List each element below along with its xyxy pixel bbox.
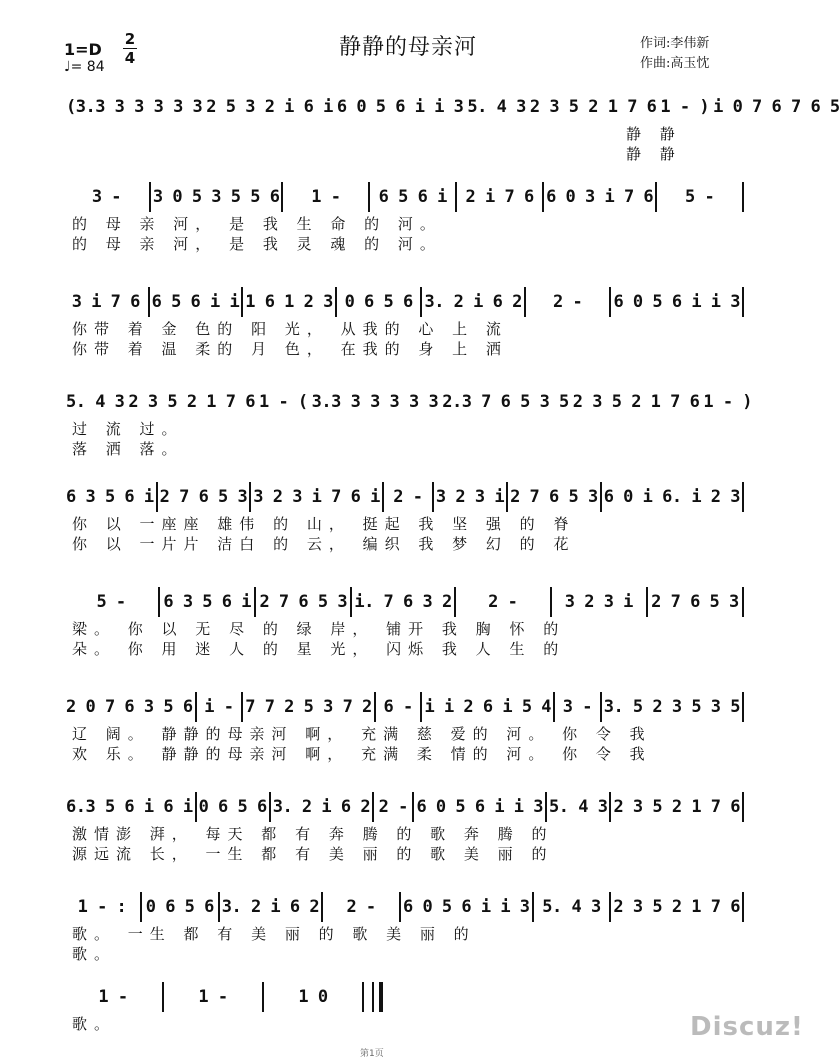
measure: 2 -: [346, 897, 376, 917]
bar-line: [195, 792, 197, 822]
bar-line: [600, 482, 602, 512]
bar-line: [158, 587, 160, 617]
measure: 3. 2 i 6 2: [221, 897, 320, 917]
score-row: [66, 890, 746, 964]
lyric-line: 你带 着 金 色的 阳 光， 从我的 心 上 流: [72, 320, 508, 338]
bar-line: [609, 287, 611, 317]
song-title: 静静的母亲河: [338, 35, 477, 60]
lyric-line: 梁。 你 以 无 尽 的 绿 岸， 铺开 我 胸 怀 的: [72, 620, 566, 638]
notation-line: [66, 285, 746, 319]
measure: 1 - ): [660, 97, 710, 117]
score-row: [66, 285, 746, 359]
bar-line: [149, 182, 151, 212]
measure: 2 i 7 6: [465, 187, 534, 207]
bar-line: [368, 182, 370, 212]
measure: 3. 5 2 3 5 3 5: [603, 697, 740, 717]
notation-line: [66, 480, 746, 514]
measure: 0 6 5 6: [198, 797, 267, 817]
measure: 2 7 6 5 3: [510, 487, 598, 507]
score-row: [66, 790, 746, 864]
lyric-line: 激情澎 湃， 每天 都 有 奔 腾 的 歌 奔 腾 的: [72, 825, 554, 843]
measure: 2 -: [488, 592, 518, 612]
measure: 3 0 5 3 5 5 6: [152, 187, 280, 207]
bar-line: [162, 982, 164, 1012]
measure: 2.3 7 6 5 3 5: [442, 392, 569, 412]
measure: 6 5 6 i: [378, 187, 447, 207]
bar-line: [335, 287, 337, 317]
lyric-line: 过 流 过。: [72, 420, 184, 438]
bar-line: [241, 287, 243, 317]
measure: 6 3 5 6 i: [163, 592, 251, 612]
measure: 1 - (: [258, 392, 308, 412]
meter-bottom: 4: [124, 49, 136, 67]
measure: (3.3 3 3 3 3 3: [66, 97, 203, 117]
bar-line: [372, 792, 374, 822]
bar-line: [742, 587, 744, 617]
bar-line: [254, 587, 256, 617]
measure: 5 -: [96, 592, 126, 612]
score-row: [66, 90, 840, 164]
bar-line: [382, 482, 384, 512]
bar-line: [362, 982, 364, 1012]
time-signature: [123, 32, 137, 65]
bar-line: [249, 482, 251, 512]
measure: 2 3 5 2 1 7 6: [572, 392, 700, 412]
lyric-line: 你 以 一片片 洁白 的 云， 编织 我 梦 幻 的 花: [72, 535, 576, 553]
measure: i 0 7 6 7 6 5: [713, 97, 840, 117]
bar-line: [412, 792, 414, 822]
measure: 3 -: [562, 697, 592, 717]
bar-line: [140, 892, 142, 922]
measure: 7 7 2 5 3 7 2: [245, 697, 372, 717]
bar-line: [241, 692, 243, 722]
measure: 1 -: [98, 987, 128, 1007]
notation-line: [66, 180, 746, 214]
lyric-line: 落 洒 落。: [72, 440, 184, 458]
notation-line: [66, 790, 746, 824]
measure: 2 -: [393, 487, 423, 507]
notation-line: [66, 980, 366, 1014]
bar-line: [742, 287, 744, 317]
lyric-line: 源远流 长， 一生 都 有 美 丽 的 歌 美 丽 的: [72, 845, 554, 863]
measure: 6.3 5 6 i 6 i: [66, 797, 193, 817]
score-row: [66, 180, 746, 254]
measure: 6 0 5 6 i i 3: [416, 797, 544, 817]
bar-line: [542, 182, 544, 212]
key-signature: [64, 40, 105, 75]
measure: 0 6 5 6: [344, 292, 413, 312]
bar-line: [742, 792, 744, 822]
tonality-label: 1=D: [64, 40, 102, 59]
bar-line: [455, 182, 457, 212]
measure: 5. 4 3: [66, 392, 125, 412]
notation-line: [66, 90, 840, 124]
measure: 2 3 5 2 1 7 6: [613, 797, 740, 817]
bar-line: [321, 892, 323, 922]
notation-line: [66, 585, 746, 619]
measure: 2 5 3 2 i 6 i: [206, 97, 333, 117]
bar-line: [532, 892, 534, 922]
lyric-line: 欢 乐。 静静的母亲河 啊， 充满 柔 情的 河。 你 令 我: [72, 745, 652, 763]
measure: 3 2 3 i: [435, 487, 505, 507]
measure: 2 7 6 5 3: [259, 592, 348, 612]
bar-line: [420, 287, 422, 317]
bar-line: [742, 692, 744, 722]
score-row: [66, 980, 366, 1034]
measure: i i 2 6 i 5 4: [424, 697, 552, 717]
page-number: 第1页: [360, 1049, 384, 1059]
measure: 2 0 7 6 3 5 6: [66, 697, 193, 717]
measure: 3. 2 i 6 2: [424, 292, 522, 312]
measure: 6 0 5 6 i i 3: [336, 97, 464, 117]
measure: 1 - :: [77, 897, 127, 917]
lyricist-label: 作词:李伟新: [640, 36, 710, 51]
measure: 2 -: [553, 292, 583, 312]
measure: 2 7 6 5 3: [159, 487, 248, 507]
measure: i. 7 6 3 2: [354, 592, 452, 612]
lyric-line: 你 以 一座座 雄伟 的 山， 挺起 我 坚 强 的 脊: [72, 515, 576, 533]
measure: 1 - ): [703, 392, 753, 412]
bar-line: [600, 692, 602, 722]
measure: 3 2 3 i 7 6 i: [253, 487, 380, 507]
lyric-line: 你带 着 温 柔的 月 色， 在我的 身 上 洒: [72, 340, 508, 358]
measure: 6 0 3 i 7 6: [546, 187, 654, 207]
bar-line: [195, 692, 197, 722]
bar-line: [269, 792, 271, 822]
bar-line: [550, 587, 552, 617]
bar-line: [553, 692, 555, 722]
lyric-line: 静 静: [626, 145, 682, 163]
measure: 1 0: [298, 987, 328, 1007]
measure: 6 0 5 6 i i 3: [402, 897, 530, 917]
bar-line: [646, 587, 648, 617]
lyric-line: 歌。: [72, 1015, 117, 1033]
measure: 6 0 i 6. i 2 3: [603, 487, 740, 507]
bar-line: [218, 892, 220, 922]
score-row: [66, 480, 746, 554]
lyric-line: 的 母 亲 河， 是 我 灵 魂 的 河。: [72, 235, 442, 253]
measure: 2 7 6 5 3: [651, 592, 739, 612]
score-row: [66, 690, 746, 764]
meter-top: 2: [124, 30, 136, 48]
bar-line: [742, 482, 744, 512]
measure: 2 3 5 2 1 7 6: [128, 392, 255, 412]
measure: 3 -: [91, 187, 122, 207]
score-row: [66, 385, 753, 459]
measure: 6 0 5 6 i i 3: [613, 292, 740, 312]
lyric-line: 辽 阔。 静静的母亲河 啊， 充满 慈 爱的 河。 你 令 我: [72, 725, 652, 743]
measure: 3 2 3 i: [564, 592, 633, 612]
notation-line: [66, 890, 746, 924]
bar-line: [454, 587, 456, 617]
measure: 5. 4 3: [467, 97, 526, 117]
bar-line: [156, 482, 158, 512]
lyric-line: 歌。 一生 都 有 美 丽 的 歌 美 丽 的: [72, 925, 476, 943]
bar-line: [742, 182, 744, 212]
bar-line: [281, 182, 283, 212]
bar-line: [655, 182, 657, 212]
credits: [640, 34, 709, 74]
final-barline: [372, 982, 383, 1012]
bar-line: [742, 892, 744, 922]
measure: 3.3 3 3 3 3 3: [311, 392, 439, 412]
bar-line: [399, 892, 401, 922]
measure: 6 -: [383, 697, 413, 717]
bar-line: [506, 482, 508, 512]
measure: 3 i 7 6: [71, 292, 140, 312]
bar-line: [350, 587, 352, 617]
score-row: [66, 585, 746, 659]
lyric-line: 的 母 亲 河， 是 我 生 命 的 河。: [72, 215, 442, 233]
measure: 6 5 6 i i: [151, 292, 240, 312]
measure: 5. 4 3: [542, 897, 601, 917]
notation-line: [66, 385, 753, 419]
measure: i -: [204, 697, 234, 717]
measure: 2 3 5 2 1 7 6: [613, 897, 740, 917]
measure: 2 -: [378, 797, 408, 817]
bar-line: [374, 692, 376, 722]
measure: 2 3 5 2 1 7 6: [529, 97, 657, 117]
measure: 3. 2 i 6 2: [272, 797, 371, 817]
tempo-label: ♩= 84: [64, 59, 105, 75]
bar-line: [420, 692, 422, 722]
measure: 1 -: [311, 187, 341, 207]
bar-line: [148, 287, 150, 317]
bar-line: [609, 892, 611, 922]
bar-line: [545, 792, 547, 822]
measure: 6 3 5 6 i: [66, 487, 154, 507]
measure: 0 6 5 6: [145, 897, 214, 917]
lyric-line: 歌。: [72, 945, 117, 963]
bar-line: [524, 287, 526, 317]
notation-line: [66, 690, 746, 724]
measure: 1 -: [198, 987, 228, 1007]
measure: 5 -: [684, 187, 715, 207]
watermark-logo: Discuz!: [690, 1012, 804, 1042]
bar-line: [262, 982, 264, 1012]
lyric-line: 静 静: [626, 125, 682, 143]
composer-label: 作曲:高玉忱: [640, 56, 710, 71]
measure: 5. 4 3: [549, 797, 608, 817]
bar-line: [609, 792, 611, 822]
bar-line: [432, 482, 434, 512]
measure: 1 6 1 2 3: [245, 292, 333, 312]
lyric-line: 朵。 你 用 迷 人 的 星 光， 闪烁 我 人 生 的: [72, 640, 566, 658]
